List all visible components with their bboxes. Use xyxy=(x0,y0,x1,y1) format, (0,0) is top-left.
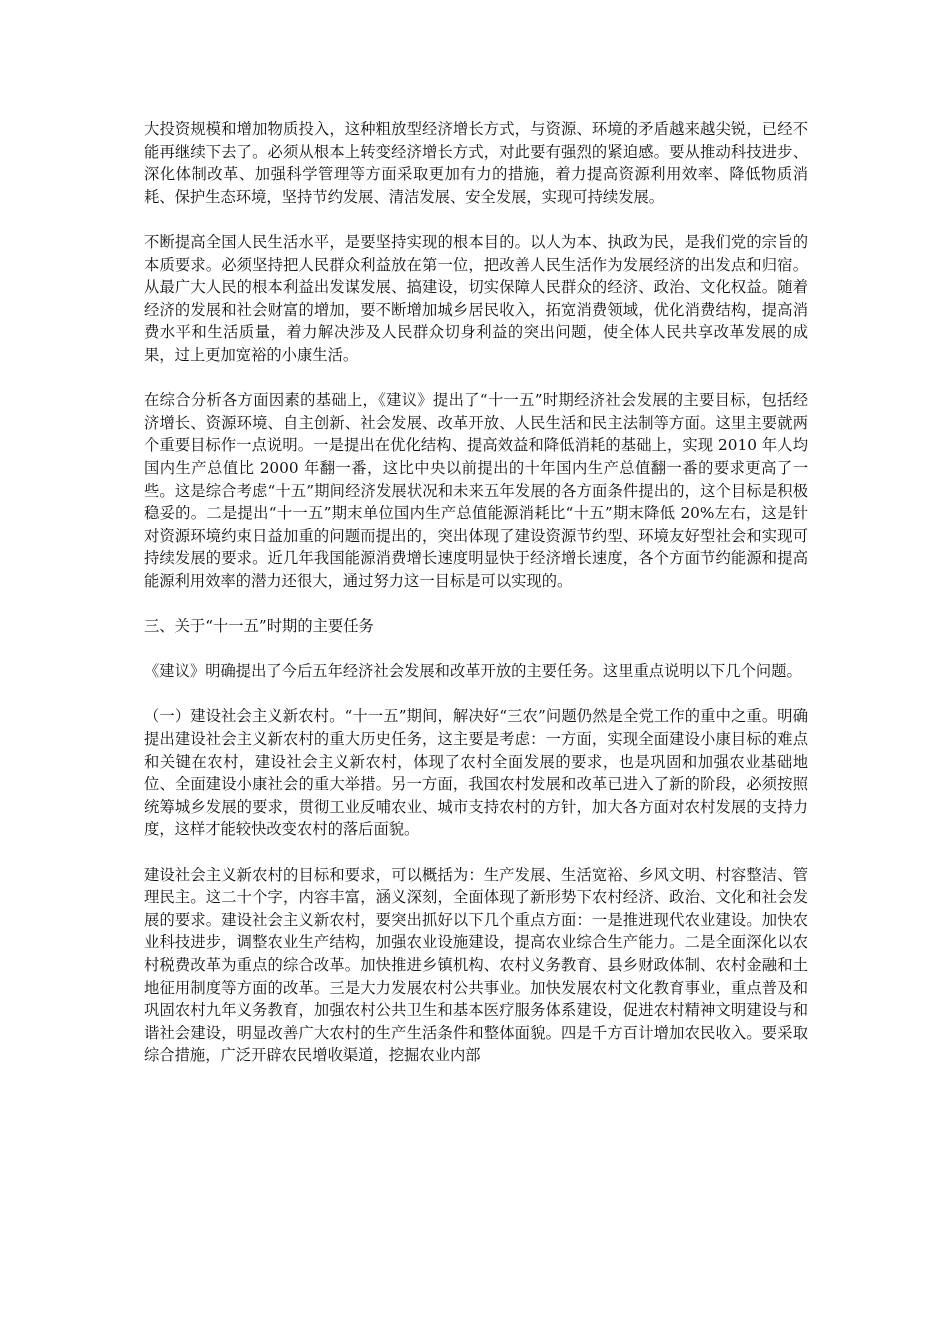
paragraph-countryside-goals: 建设社会主义新农村的目标和要求，可以概括为：生产发展、生活宽裕、乡风文明、村容整洁、管理民主。这二十个字，内容丰富，涵义深刻，全面体现了新形势下农村经济、政治、文化和社会发展的要求。建设社会主义新农村，要突出抓好以下几个重点方面：一是推进现代农业建设。加快农业科技进步，调整农业生产结构，加强农业设施建设，提高农业综合生产能力。二是全面深化以农村税费改革为重点的综合改革。加快推进乡镇机构、农村义务教育、县乡财政体制、农村金融和土地征用制度等方面的改革。三是大力发展农村公共事业。加快发展农村文化教育事业，重点普及和巩固农村九年义务教育，加强农村公共卫生和基本医疗服务体系建设，促进农村精神文明建设与和谐社会建设，明显改善广大农村的生产生活条件和整体面貌。四是千方百计增加农民收入。要采取综合措施，广泛开辟农民增收渠道，挖掘农业内部 xyxy=(144,865,808,1065)
paragraph-main-targets: 在综合分析各方面因素的基础上，《建议》提出了“十一五”时期经济社会发展的主要目标，包括经济增长、资源环境、自主创新、社会发展、改革开放、人民生活和民主法制等方面。这里主要就两个重要目标作一点说明。一是提出在优化结构、提高效益和降低消耗的基础上，实现 2010 年人均国内生产总值比 2000 年翻一番，这比中央以前提出的十年国内生产总值翻一番的要求更高了一些。这是综合考虑“十五”期间经济发展状况和未来五年发展的各方面条件提出的，这个目标是积极稳妥的。二是提出“十一五”期末单位国内生产总值能源消耗比“十五”期末降低 20%左右，这是针对资源环境约束日益加重的问题而提出的，突出体现了建设资源节约型、环境友好型社会和实现可持续发展的要求。近几年我国能源消费增长速度明显快于经济增长速度，各个方面节约能源和提高能源利用效率的潜力还很大，通过努力这一目标是可以实现的。 xyxy=(144,391,808,590)
paragraph-living-standard: 不断提高全国人民生活水平，是要坚持实现的根本目的。以人为本、执政为民，是我们党的宗旨的本质要求。必须坚持把人民群众利益放在第一位，把改善人民生活作为发展经济的出发点和归宿。从最广大人民的根本利益出发谋发展、搞建设，切实保障人民群众的经济、政治、文化权益。随着经济的发展和社会财富的增加，要不断增加城乡居民收入，拓宽消费领域，优化消费结构，提高消费水平和生活质量，着力解决涉及人民群众切身利益的突出问题，使全体人民共享改革发展的成果，过上更加宽裕的小康生活。 xyxy=(144,232,808,364)
paragraph-main-tasks-intro: 《建议》明确提出了今后五年经济社会发展和改革开放的主要任务。这里重点说明以下几个问题。 xyxy=(144,662,802,681)
document-body xyxy=(144,118,808,1090)
section-heading: 三、关于“十一五”时期的主要任务 xyxy=(144,617,374,636)
paragraph-new-countryside: （一）建设社会主义新农村。“十一五”期间，解决好“三农”问题仍然是全党工作的重中之重。明确提出建设社会主义新农村的重大历史任务，这主要是考虑：一方面，实现全面建设小康目标的难点和关键在农村，建设社会主义新农村，体现了农村全面发展的要求，也是巩固和加强农业基础地位、全面建设小康社会的重大举措。另一方面，我国农村发展和改革已进入了新的阶段，必须按照统筹城乡发展的要求，贯彻工业反哺农业、城市支持农村的方针，加大各方面对农村发展的支持力度，这样才能较快改变农村的落后面貌。 xyxy=(144,707,808,839)
paragraph-growth-mode: 大投资规模和增加物质投入，这种粗放型经济增长方式，与资源、环境的矛盾越来越尖锐，已经不能再继续下去了。必须从根本上转变经济增长方式，对此要有强烈的紧迫感。要从推动科技进步、深化体制改革、加强科学管理等方面采取更加有力的措施，着力提高资源利用效率、降低物质消耗、保护生态环境，坚持节约发展、清洁发展、安全发展，实现可持续发展。 xyxy=(144,120,808,206)
